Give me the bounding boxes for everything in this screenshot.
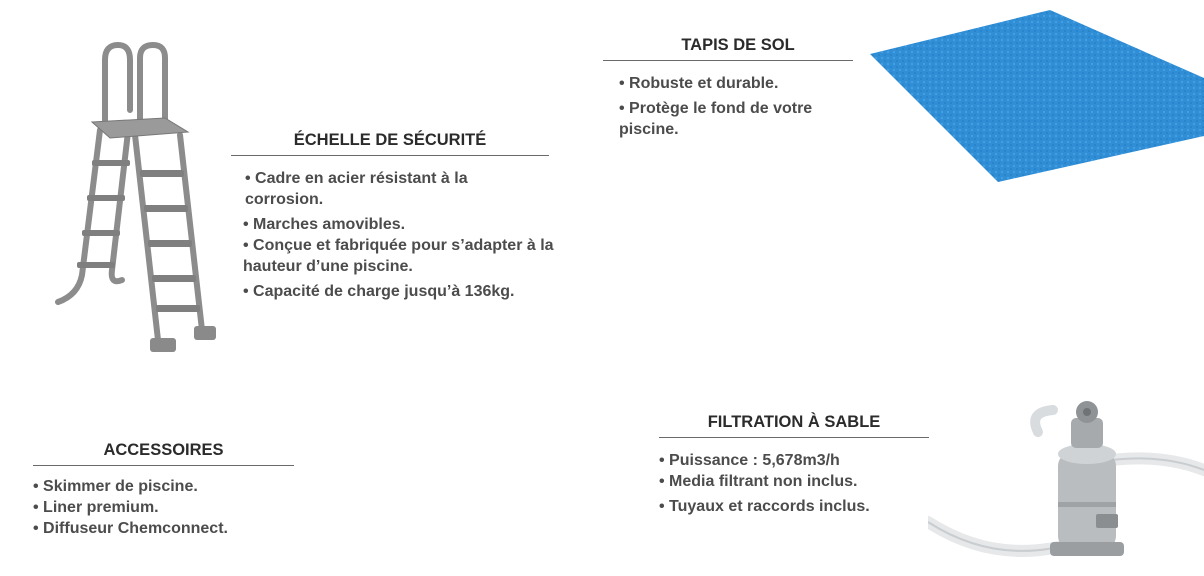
list-item: • Skimmer de piscine.	[33, 478, 198, 495]
accessories-section	[33, 441, 333, 539]
list-item: • Robuste et durable.	[619, 75, 779, 92]
list-item: • Diffuseur Chemconnect.	[33, 520, 228, 537]
filter-bullets	[659, 450, 959, 517]
ladder-image	[30, 40, 230, 370]
list-item: • Puissance : 5,678m3/h	[659, 452, 840, 469]
list-item: • Cadre en acier résistant à la corrosion.	[245, 170, 468, 208]
filter-title: FILTRATION À SABLE	[659, 413, 929, 438]
ladder-section	[231, 131, 611, 302]
accessories-bullets	[33, 476, 333, 539]
ground-cloth-image	[868, 8, 1204, 184]
ground-cloth-section	[603, 36, 863, 140]
ladder-bullets	[231, 168, 611, 302]
list-item: • Marches amovibles.	[243, 216, 406, 233]
list-item: • Media filtrant non inclus.	[659, 473, 858, 490]
accessories-title: ACCESSOIRES	[33, 441, 294, 466]
list-item: • Tuyaux et raccords inclus.	[659, 498, 870, 515]
list-item: • Protège le fond de votre piscine.	[619, 100, 813, 138]
list-item: • Liner premium.	[33, 499, 159, 516]
filter-section	[659, 413, 959, 517]
ground-cloth-bullets	[603, 73, 863, 140]
list-item: • Capacité de charge jusqu’à 136kg.	[243, 283, 515, 300]
ground-cloth-title: TAPIS DE SOL	[603, 36, 853, 61]
sand-filter-image	[928, 392, 1204, 571]
ladder-title: ÉCHELLE DE SÉCURITÉ	[231, 131, 549, 156]
list-item: • Conçue et fabriquée pour s’adapter à la hauteur d’une piscine.	[243, 237, 554, 275]
